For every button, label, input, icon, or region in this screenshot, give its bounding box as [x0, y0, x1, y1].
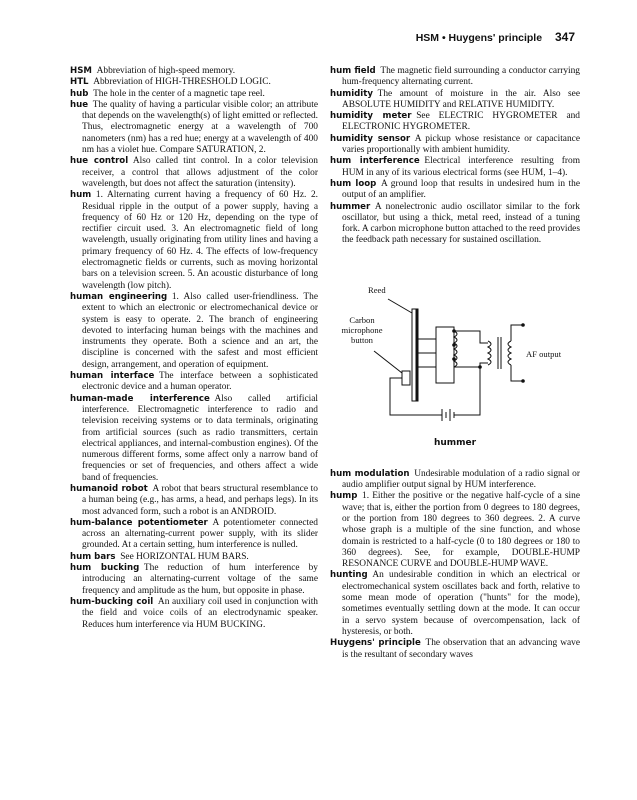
entry-definition: An auxiliary coil used in conjunction with the field and voice coils of an electrodynamic speaker. Reduces hum interference via HUM BUCKING.: [82, 596, 318, 630]
figure-caption: hummer: [433, 437, 477, 448]
transformer-secondary: [508, 341, 511, 365]
entry-term: HSM: [70, 66, 92, 76]
glossary-entry: [70, 518, 318, 552]
glossary-entry: [70, 190, 318, 292]
right-column: [330, 66, 580, 661]
entry-term: human-made interference: [70, 393, 210, 404]
glossary-entry: [330, 179, 580, 202]
glossary-entry: [70, 156, 318, 190]
entry-term: hum field: [330, 66, 376, 76]
entry-term: humidity sensor: [330, 133, 411, 144]
entry-term: hue: [70, 99, 89, 110]
wire-mid: [454, 363, 488, 367]
entry-term: hum-bucking coil: [70, 596, 154, 607]
entry-term: Huygens' principle: [330, 638, 421, 649]
glossary-entry: [70, 66, 318, 77]
entry-term: human interface: [70, 371, 155, 382]
glossary-entry: [330, 570, 580, 638]
entry-definition: Undesirable modulation of a radio signal or audio amplifier output signal by HUM interference.: [342, 468, 580, 491]
entry-definition: Also called tint control. In a color television receiver, a control that allows adjustment of the color wavelength, but does not affect the saturation (intensity).: [82, 156, 318, 189]
glossary-entry: [70, 563, 318, 597]
glossary-entry: [70, 552, 318, 563]
entry-definition: A nonelectronic audio oscillator similar to the fork oscillator, but using a thick, metal reed, instead of a tuning fork. A carbon microphone button attached to the reed provides the feedback path necessary for sustained oscillation.: [342, 201, 580, 246]
glossary-entry: [70, 597, 318, 631]
entry-definition: 1. Either the positive or the negative half-cycle of a sine wave; that is, either the portion from 0 degrees to 180 degrees, or the portion from 180 degrees to 360 degrees. 2. A curve whose graph is a multiple of the sine function, and whose domain is restricted to a half-cycle (0 to 180 degrees or 180 to 360 degrees). See, for example, DOUBLE-HUMP RESONANCE CURVE and DOUBLE-HUMP WAVE.: [342, 491, 580, 570]
glossary-entry: [330, 469, 580, 492]
entry-definition: See ELECTRIC HYGROMETER and ELECTRONIC HYGROMETER.: [342, 111, 580, 133]
running-header: [416, 30, 575, 44]
output-top: [511, 325, 523, 341]
entry-definition: A ground loop that results in undesired hum in the output of an amplifier.: [342, 178, 581, 201]
wire-right: [454, 367, 480, 415]
glossary-entry: [330, 89, 580, 112]
glossary-entry: [330, 66, 580, 89]
coil-winding: [454, 331, 457, 367]
entry-definition: The quality of having a particular visible color; an attribute that depends on the wavelength(s) of light emitted or reflected. Thus, electromagnetic energy at a wavelength of 700 nanometers (nm) has a red hue; energy at a wavelength of 400 nm has a violet hue. Compare SATURATION, 2.: [82, 99, 318, 156]
entry-term: humanoid robot: [70, 483, 148, 494]
glossary-entry: [70, 371, 318, 394]
entry-definition: 1. Also called user-friendliness. The extent to which an electronic or electromechanical device or system is easy to operate. 2. The branch of engineering devoted to interfacing human beings with the machines and instruments they operate. Both a science and an art, the discipline is concerned with the safest and most efficient design, arrangement, and operation of equipment.: [82, 291, 318, 370]
entry-definition: Abbreviation of HIGH-THRESHOLD LOGIC.: [93, 77, 271, 88]
entry-term: hump: [330, 491, 358, 502]
entry-definition: A pickup whose resistance or capacitance varies proportionally with ambient humidity.: [342, 133, 580, 156]
label-mic-line3: button: [351, 334, 373, 345]
entry-term: human engineering: [70, 291, 168, 302]
label-reed: Reed: [368, 284, 386, 295]
page-number: 347: [554, 30, 575, 44]
left-column: [70, 66, 318, 631]
label-carbon-mic: [332, 315, 392, 345]
entry-definition: See HORIZONTAL HUM BARS.: [120, 551, 249, 562]
glossary-entry: [330, 491, 580, 570]
entry-definition: The interface between a sophisticated electronic device and a human operator.: [82, 371, 318, 393]
entry-definition: The amount of moisture in the air. Also see ABSOLUTE HUMIDITY and RELATIVE HUMIDITY.: [342, 88, 580, 110]
glossary-entry: [330, 134, 580, 157]
entry-definition: The reduction of hum interference by introducing an alternating-current voltage of the same frequency and amplitude as the hum, but opposite in phase.: [82, 563, 318, 596]
entry-definition: Abbreviation of high-speed memory.: [96, 66, 236, 76]
output-bottom: [511, 365, 523, 381]
mic-pointer: [374, 351, 402, 373]
reed-bar: [412, 309, 416, 401]
right-entries-top: [330, 66, 580, 247]
entry-definition: The observation that an advancing wave is the resultant of secondary waves: [342, 638, 581, 660]
label-af-output: AF output: [526, 348, 562, 359]
entry-term: humidity: [330, 88, 373, 99]
entry-definition: The magnetic field surrounding a conductor carrying hum-frequency alternating current.: [342, 66, 580, 88]
entry-term: HTL: [70, 77, 89, 88]
glossary-entry: [330, 156, 580, 179]
glossary-entry: [70, 89, 318, 100]
right-entries-bottom: [330, 469, 580, 661]
label-mic-line1: Carbon: [349, 314, 375, 325]
entry-term: hum: [70, 190, 92, 201]
entry-term: hum-balance potentiometer: [70, 517, 208, 528]
entry-term: hummer: [330, 201, 371, 212]
header-title: HSM • Huygens' principle: [415, 32, 543, 44]
glossary-entry: [330, 202, 580, 247]
entry-term: hum bucking: [70, 563, 140, 574]
entry-definition: 1. Alternating current having a frequency of 60 Hz. 2. Residual ripple in the output of a power supply, having a frequency of 60 Hz or 120 Hz, depending on the type of rectifier circuit used. 3. An electromagnetic field of long wavelength, usually originating from utility lines and having a primary frequency of 60 Hz. 4. The effects of low-frequency electromagnetic fields or currents, such as moving horizontal bars on a television screen. 5. An acoustic disturbance of long wavelength (low pitch).: [82, 190, 318, 291]
glossary-entry: [70, 100, 318, 156]
entry-term: hub: [70, 88, 89, 99]
entry-term: humidity meter: [330, 111, 412, 122]
entry-definition: The hole in the center of a magnetic tape reel.: [93, 88, 265, 99]
entry-term: hue control: [70, 156, 129, 167]
electromagnet: [436, 327, 454, 383]
reed-pointer: [388, 299, 412, 313]
glossary-entry: [70, 292, 318, 371]
glossary-entry: [70, 77, 318, 88]
entry-definition: Also called artificial interference. Electromagnetic interference to radio and television receiving systems or to data terminals, originating from artificial sources (such as radio transmitters, certain electrical appliances, and internal-combustion engines). Of the numerous different forms, some affect only a narrow band of frequencies or set of frequencies, and others affect a wide band of frequencies.: [82, 393, 318, 483]
entry-definition: A robot that bears structural resemblance to a human being (e.g., has arms, a head, and perhaps legs). In its most advanced form, such a robot is an ANDROID.: [82, 483, 318, 517]
entry-definition: An undesirable condition in which an electrical or electromechanical system oscillates back and forth, relative to some mean mode of operation ("hunts" for the mode), sometimes eventually settling down at the mode. It can occur in a servo system because of overcompensation, lack of hysteresis, or both.: [342, 570, 580, 637]
reed-shadow: [416, 309, 418, 401]
mic-button: [402, 371, 410, 385]
entry-term: hum modulation: [330, 468, 410, 479]
glossary-entry: [70, 394, 318, 484]
entry-term: hum bars: [70, 551, 116, 562]
entry-definition: Electrical interference resulting from HUM in any of its various electrical forms (see HUM, 1–4).: [342, 156, 580, 178]
entry-term: hum interference: [330, 156, 420, 167]
wire-top: [454, 331, 488, 343]
hummer-diagram: [330, 283, 580, 455]
transformer-primary: [488, 341, 491, 365]
glossary-entry: [70, 484, 318, 518]
entry-definition: A potentiometer connected across an alternating-current power supply, with its slider grounded. At a certain setting, hum interference is nulled.: [82, 517, 318, 551]
glossary-entry: [330, 638, 580, 661]
glossary-entry: [330, 111, 580, 134]
entry-term: hunting: [330, 570, 368, 581]
entry-term: hum loop: [330, 178, 377, 189]
label-mic-line2: microphone: [341, 324, 383, 335]
